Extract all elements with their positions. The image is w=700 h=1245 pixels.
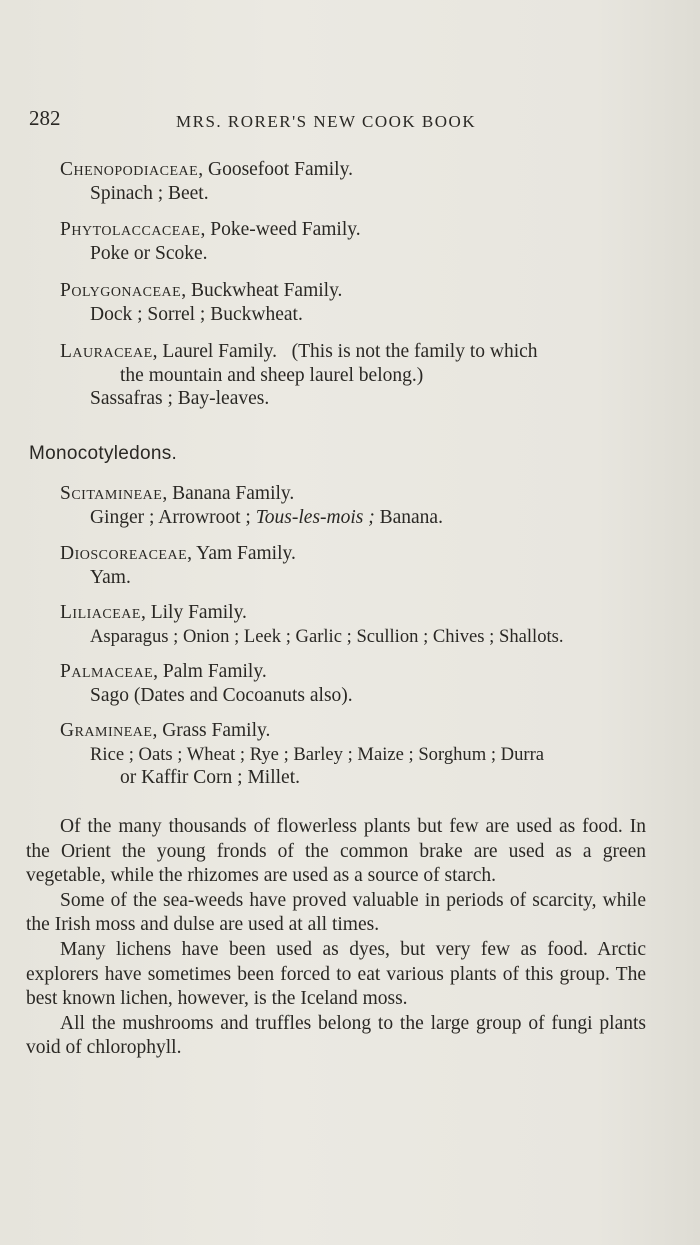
members-text: Ginger ; Arrowroot ; <box>90 506 256 528</box>
family-entry <box>60 719 660 790</box>
family-entry <box>60 218 660 265</box>
body-text <box>26 815 646 1061</box>
page-number: 282 <box>29 106 61 130</box>
family-members-continued: or Kaffir Corn ; Millet. <box>120 767 300 788</box>
family-name: Dioscoreaceae <box>60 543 188 564</box>
section-heading: Monocotyledons. <box>29 443 178 464</box>
family-members: Asparagus ; Onion ; Leek ; Garlic ; Scullion ; Chives ; Shallots. <box>90 625 564 647</box>
family-members: Poke or Scoke. <box>90 242 208 264</box>
family-members <box>60 506 660 530</box>
family-entry <box>60 482 660 529</box>
members-italic: Tous-les-mois ; <box>255 506 375 528</box>
family-desc: , Banana Family. <box>162 483 295 504</box>
family-name: Gramineae <box>60 720 153 741</box>
family-members: Rice ; Oats ; Wheat ; Rye ; Barley ; Maize ; Sorghum ; Durra <box>90 743 545 765</box>
family-name: Polygonaceae <box>60 280 182 301</box>
paragraph: Many lichens have been used as dyes, but very few as food. Arctic explorers have sometimes been forced to eat various plants of this group. The best known lichen, however, is the Iceland moss. <box>26 938 646 1010</box>
running-title: MRS. RORER'S NEW COOK BOOK <box>176 112 477 131</box>
family-entry <box>60 279 660 326</box>
family-entry <box>60 601 660 648</box>
family-name: Palmaceae <box>60 661 154 682</box>
family-desc: , Lily Family. <box>140 602 247 623</box>
family-members: Yam. <box>90 566 131 588</box>
family-desc-continued: the mountain and sheep laurel belong.) <box>120 364 424 386</box>
family-desc: , Poke-weed Family. <box>200 219 361 240</box>
paragraph: All the mushrooms and truffles belong to the large group of fungi plants void of chlorophyll. <box>26 1012 646 1059</box>
family-name: Liliaceae <box>60 602 141 623</box>
paragraph: Some of the sea-weeds have proved valuable in periods of scarcity, while the Irish moss and dulse are used at all times. <box>26 889 646 936</box>
family-members: Sassafras ; Bay-leaves. <box>90 388 270 409</box>
family-name: Phytolaccaceae <box>60 219 201 240</box>
paragraph: Of the many thousands of flowerless plants but few are used as food. In the Orient the young fronds of the common brake are used as a green vegetable, while the rhizomes are used as a source of starch. <box>26 816 646 887</box>
page-header <box>29 106 649 136</box>
family-entry <box>60 660 660 707</box>
family-desc: , Goosefoot Family. <box>198 159 353 180</box>
family-desc: , Yam Family. <box>187 543 296 564</box>
family-desc: , Laurel Family. (This is not the family to which <box>152 341 538 362</box>
family-name: Chenopodiaceae <box>60 159 199 180</box>
family-members: Dock ; Sorrel ; Buckwheat. <box>90 303 303 325</box>
members-text: Banana. <box>374 506 443 528</box>
family-members: Spinach ; Beet. <box>90 182 209 204</box>
family-desc: , Grass Family. <box>152 720 271 741</box>
family-entry <box>60 158 660 205</box>
family-name: Lauraceae <box>60 341 153 362</box>
family-name: Scitamineae <box>60 483 163 504</box>
family-entry <box>60 340 660 411</box>
family-desc: , Palm Family. <box>153 661 267 682</box>
family-members: Sago (Dates and Cocoanuts also). <box>90 684 353 706</box>
family-entry <box>60 542 660 589</box>
family-desc: , Buckwheat Family. <box>181 280 343 301</box>
